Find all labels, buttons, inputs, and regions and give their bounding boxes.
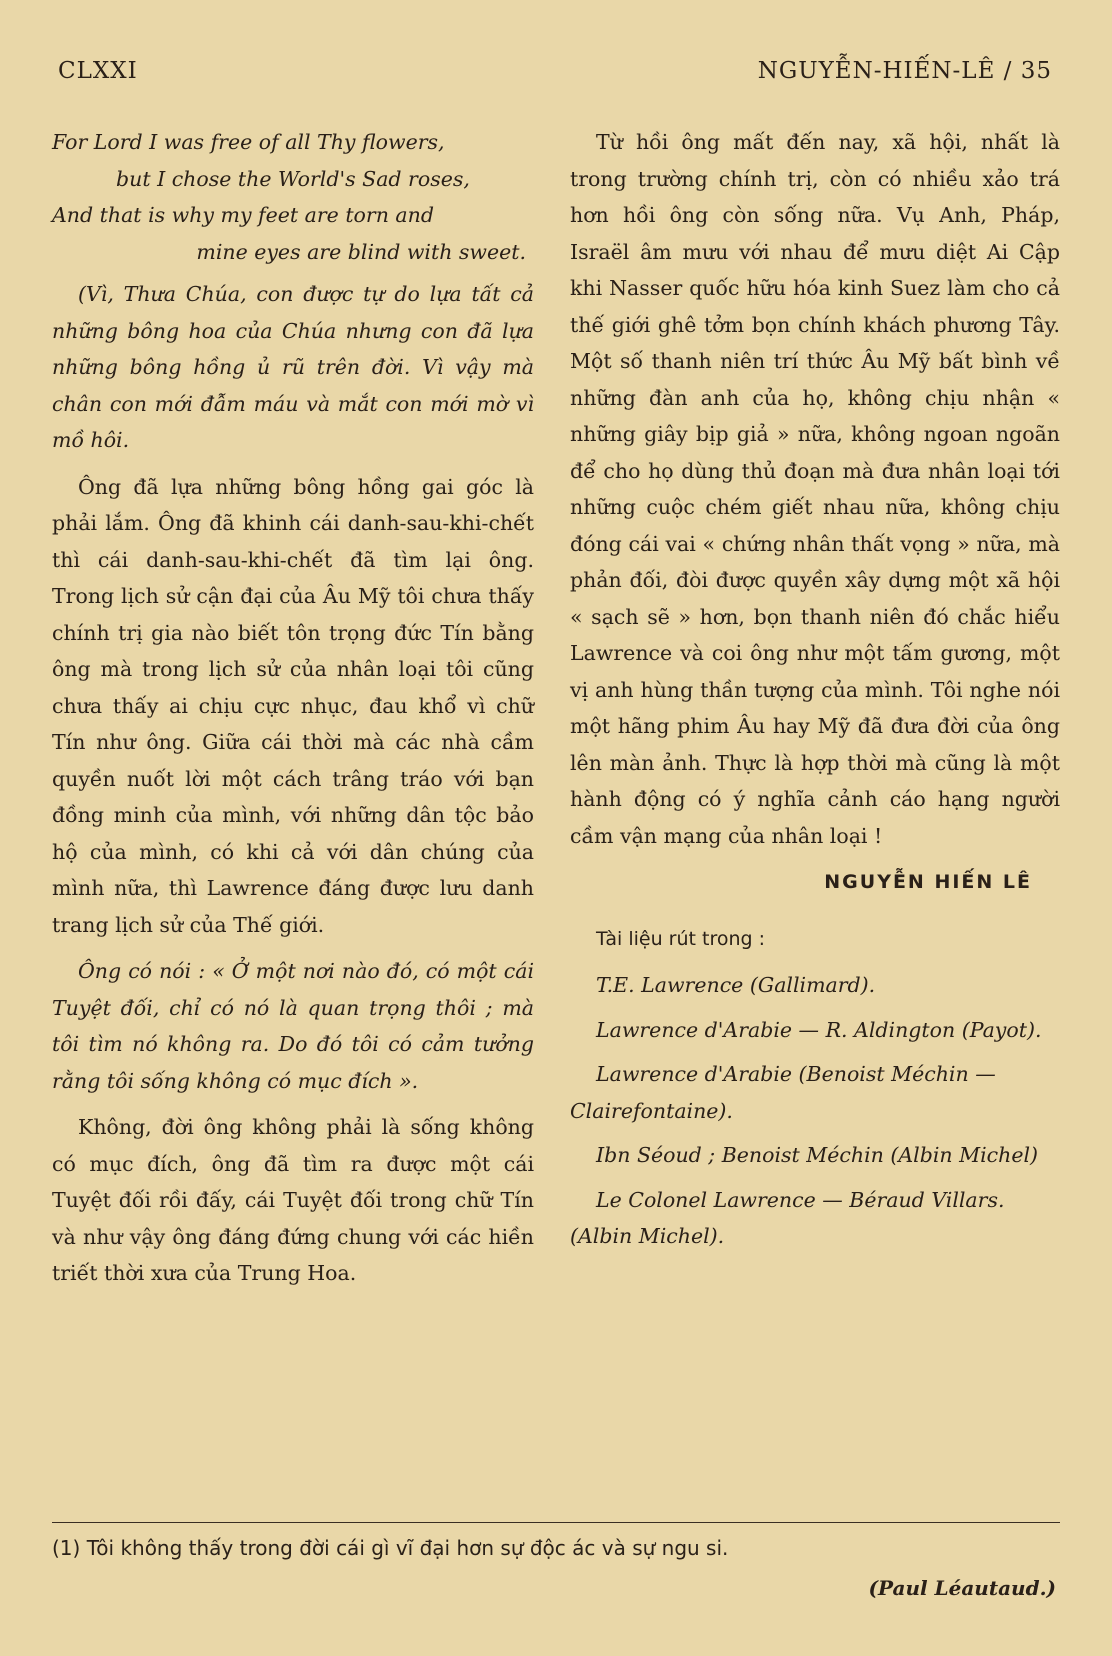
footnote-divider bbox=[52, 1522, 1060, 1523]
sources-heading: Tài liệu rút trong : bbox=[596, 927, 766, 950]
author-signature: NGUYỄN HIẾN LÊ bbox=[824, 871, 1032, 893]
right-column bbox=[570, 124, 1060, 1263]
left-column bbox=[52, 124, 534, 1302]
paragraph: Từ hồi ông mất đến nay, xã hội, nhất là trong trường chính trị, còn có nhiều xảo trá hơn hồi ông còn sống nữa. Vụ Anh, Pháp, Israël âm mưu với nhau để mưu diệt Ai Cập khi Nasser quốc hữu hóa kinh Suez làm cho cả thế giới ghê tởm bọn chính khách phương Tây. Một số thanh niên trí thức Âu Mỹ bất bình về những đàn anh của họ, không chịu nhận « những giây bịp giả » nữa, không ngoan ngoãn để cho họ dùng thủ đoạn mà đưa nhân loại tới những cuộc chém giết nhau nữa, không chịu đóng cái vai « chứng nhân thất vọng » nữa, mà phản đối, đòi được quyền xây dựng một xã hội « sạch sẽ » hơn, bọn thanh niên đó chắc hiểu Lawrence và coi ông như một tấm gương, một vị anh hùng thần tượng của mình. Tôi nghe nói một hãng phim Âu hay Mỹ đã đưa đời của ông lên màn ảnh. Thực là hợp thời mà cũng là một hành động có ý nghĩa cảnh cáo hạng người cầm vận mạng của nhân loại ! bbox=[570, 130, 1060, 848]
poem-line: but I chose the World's Sad roses, bbox=[116, 166, 470, 191]
source-item: Le Colonel Lawrence — Béraud Villars. (Albin Michel). bbox=[570, 1187, 1005, 1248]
chapter-number: CLXXI bbox=[58, 58, 138, 84]
footnote-text: (1) Tôi không thấy trong đời cái gì vĩ đại hơn sự độc ác và sự ngu si. bbox=[52, 1536, 729, 1560]
paragraph-quote: Ông có nói : « Ở một nơi nào đó, có một cái Tuyệt đối, chỉ có nó là quan trọng thôi ; mà tôi tìm nó không ra. Do đó tôi có cảm tưởng rằng tôi sống không có mục đích ». bbox=[52, 959, 534, 1093]
source-item: Lawrence d'Arabie (Benoist Méchin — Clairefontaine). bbox=[570, 1062, 996, 1123]
paragraph: Ông đã lựa những bông hồng gai góc là phải lắm. Ông đã khinh cái danh-sau-khi-chết thì cái danh-sau-khi-chết đã tìm lại ông. Trong lịch sử cận đại của Âu Mỹ tôi chưa thấy chính trị gia nào biết tôn trọng đức Tín bằng ông mà trong lịch sử của nhân loại tôi cũng chưa thấy ai chịu cực nhục, đau khổ vì chữ Tín như ông. Giữa cái thời mà các nhà cầm quyền nuốt lời một cách trâng tráo với bạn đồng minh của mình, với những dân tộc bảo hộ của mình, có khi cả với dân chúng của mình nữa, thì Lawrence đáng được lưu danh trang lịch sử của Thế giới. bbox=[52, 474, 534, 937]
source-item: Ibn Séoud ; Benoist Méchin (Albin Michel) bbox=[596, 1143, 1039, 1167]
page-header bbox=[58, 58, 1052, 98]
poem-line: For Lord I was free of all Thy flowers, bbox=[52, 130, 445, 154]
running-title: NGUYỄN-HIẾN-LÊ / 35 bbox=[757, 58, 1052, 84]
footnote-attribution: (Paul Léautaud.) bbox=[868, 1576, 1056, 1600]
poem-line: mine eyes are blind with sweet. bbox=[196, 239, 526, 264]
source-item: T.E. Lawrence (Gallimard). bbox=[596, 973, 876, 997]
poem-quote bbox=[52, 124, 534, 270]
paragraph: Không, đời ông không phải là sống không có mục đích, ông đã tìm ra được một cái Tuyệt đối rồi đấy, cái Tuyệt đối trong chữ Tín và như vậy ông đáng đứng chung với các hiền triết thời xưa của Trung Hoa. bbox=[52, 1115, 534, 1285]
source-item: Lawrence d'Arabie — R. Aldington (Payot). bbox=[596, 1017, 1042, 1042]
poem-line: And that is why my feet are torn and bbox=[52, 203, 434, 227]
poem-translation: (Vì, Thưa Chúa, con được tự do lựa tất cả những bông hoa của Chúa nhưng con đã lựa những bông hồng ủ rũ trên đời. Vì vậy mà chân con mới đẫm máu và mắt con mới mờ vì mồ hôi. bbox=[52, 282, 534, 452]
